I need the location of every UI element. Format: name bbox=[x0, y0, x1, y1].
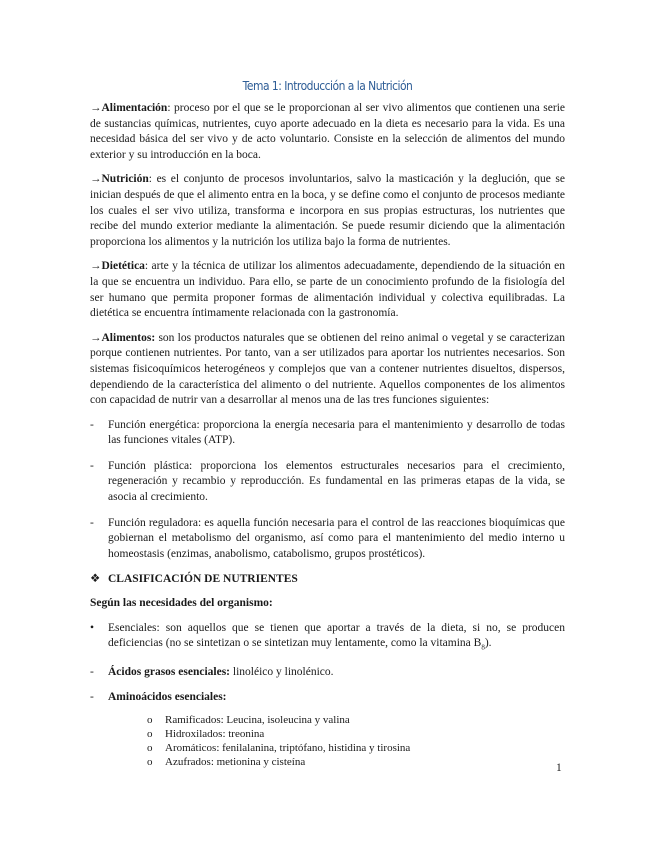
paragraph-dietetica bbox=[90, 259, 565, 321]
subscript: 8 bbox=[481, 643, 485, 652]
document-body bbox=[90, 101, 565, 769]
page-number: 1 bbox=[556, 762, 562, 774]
acidos-term: Ácidos grasos esenciales: bbox=[108, 666, 231, 679]
dash-marker: - bbox=[90, 418, 94, 431]
esenciales-tail: ). bbox=[484, 637, 492, 650]
function-reguladora bbox=[90, 516, 565, 563]
function-energetica bbox=[90, 418, 565, 449]
paragraph-alimentacion bbox=[90, 101, 565, 163]
term-alimentos: Alimentos: bbox=[101, 331, 156, 344]
arrow-icon: → bbox=[90, 102, 102, 114]
circle-bullet-icon: o bbox=[147, 741, 153, 754]
list-item bbox=[147, 714, 565, 728]
list-item-text: Ramificados: Leucina, isoleucina y valina bbox=[165, 714, 350, 727]
definition-dietetica: : arte y la técnica de utilizar los alimentos adecuadamente, dependiendo de la situación en la que se encuentra un individuo. Para ello, se parte de un conocimiento profundo de la fisiología del ser humano que permita proponer formas de alimentación individual y colectiva equilibradas. La dietética se encuentra íntimamente relacionada con la gastronomía. bbox=[90, 260, 565, 320]
paragraph-alimentos bbox=[90, 331, 565, 409]
list-item bbox=[147, 742, 565, 756]
list-item bbox=[147, 756, 565, 770]
diamond-bullet-icon: ❖ bbox=[90, 573, 101, 586]
definition-nutricion: : es el conjunto de procesos involuntarios, salvo la masticación y la deglución, que se inician después de que el alimento entra en la boca, y se define como el conjunto de procesos mediante los cuales el ser vivo utiliza, transforma e incorpora en sus propias estructuras, los nutrientes que recibe del mundo exterior mediante la alimentación. Se puede resumir diciendo que la alimentación proporciona los alimentos y la nutrición los utiliza bajo la forma de nutrientes. bbox=[90, 173, 565, 248]
bullet-marker: • bbox=[90, 621, 95, 634]
definition-alimentacion: : proceso por el que se le proporcionan al ser vivo alimentos que contienen una serie de sustancias químicas, nutrientes, cuyo aporte adecuado en la dieta es necesario para la vida. Es una necesidad básica del ser vivo y de acto voluntario. Consiste en la selección de alimentos del mundo exterior y su introducción en la boca. bbox=[90, 102, 565, 161]
term-dietetica: Dietética bbox=[101, 260, 145, 273]
arrow-icon: → bbox=[90, 331, 102, 344]
page-title: Tema 1: Introducción a la Nutrición bbox=[242, 78, 413, 93]
paragraph-nutricion bbox=[90, 172, 565, 250]
function-text: Función plástica: proporciona los elementos estructurales necesarios para el crecimiento, regeneración y recambio y reproducción. Es fundamental en las primeras etapas de la vida, se asocia al crecimiento. bbox=[108, 459, 565, 504]
arrow-icon: → bbox=[90, 260, 102, 273]
list-item-acidos-grasos bbox=[90, 665, 565, 681]
list-item-text: Aromáticos: fenilalanina, triptófano, histidina y tirosina bbox=[165, 741, 411, 754]
list-item-esenciales bbox=[90, 621, 565, 656]
list-item-text: Azufrados: metionina y cisteína bbox=[165, 755, 306, 768]
section-heading-text: CLASIFICACIÓN DE NUTRIENTES bbox=[108, 573, 298, 586]
function-plastica bbox=[90, 459, 565, 506]
term-nutricion: Nutrición bbox=[101, 173, 149, 186]
circle-bullet-icon: o bbox=[147, 755, 153, 768]
esenciales-text: Esenciales: son aquellos que se tienen que aportar a través de la dieta, si no, se producen deficiencias (no se sintetizan o se sintetizan muy lentamente, como la vitamina B bbox=[108, 621, 565, 650]
function-text: Función reguladora: es aquella función necesaria para el control de las reacciones bioquímicas que gobiernan el metabolismo del organismo, así como para el mantenimiento del medio interno u homeostasis (enzimas, anabolismo, catabolismo, grupos prostéticos). bbox=[108, 516, 565, 560]
acidos-text: linoléico y linolénico. bbox=[230, 666, 334, 679]
list-item bbox=[147, 728, 565, 742]
arrow-icon: → bbox=[90, 173, 102, 186]
list-item-aminoacidos bbox=[90, 690, 565, 706]
function-text: Función energética: proporciona la energía necesaria para el mantenimiento y desarrollo de todas las funciones vitales (ATP). bbox=[108, 418, 565, 447]
aminoacid-list bbox=[147, 714, 565, 769]
term-alimentacion: Alimentación bbox=[101, 102, 168, 114]
definition-alimentos: son los productos naturales que se obtienen del reino animal o vegetal y se caracterizan porque contienen nutrientes. Por tanto, van a ser utilizados para aportar los nutrientes necesarios. Son sistemas fisicoquímicos heterogéneos y complejos que van a contener nutrientes disueltos, dispersos, dependiendo de la característica del alimento o del nutriente. Aquellos componentes de los alimentos con capacidad de nutrir van a desarrollar al menos una de las tres funciones siguientes: bbox=[90, 331, 565, 407]
dash-marker: - bbox=[90, 666, 94, 679]
list-item-text: Hidroxilados: treonina bbox=[165, 728, 265, 741]
dash-marker: - bbox=[90, 516, 94, 529]
circle-bullet-icon: o bbox=[147, 714, 153, 727]
aminoacidos-term: Aminoácidos esenciales: bbox=[108, 690, 227, 703]
dash-marker: - bbox=[90, 690, 94, 703]
subheading: Según las necesidades del organismo: bbox=[90, 597, 273, 610]
circle-bullet-icon: o bbox=[147, 728, 153, 741]
dash-marker: - bbox=[90, 459, 94, 472]
section-heading bbox=[90, 572, 565, 588]
